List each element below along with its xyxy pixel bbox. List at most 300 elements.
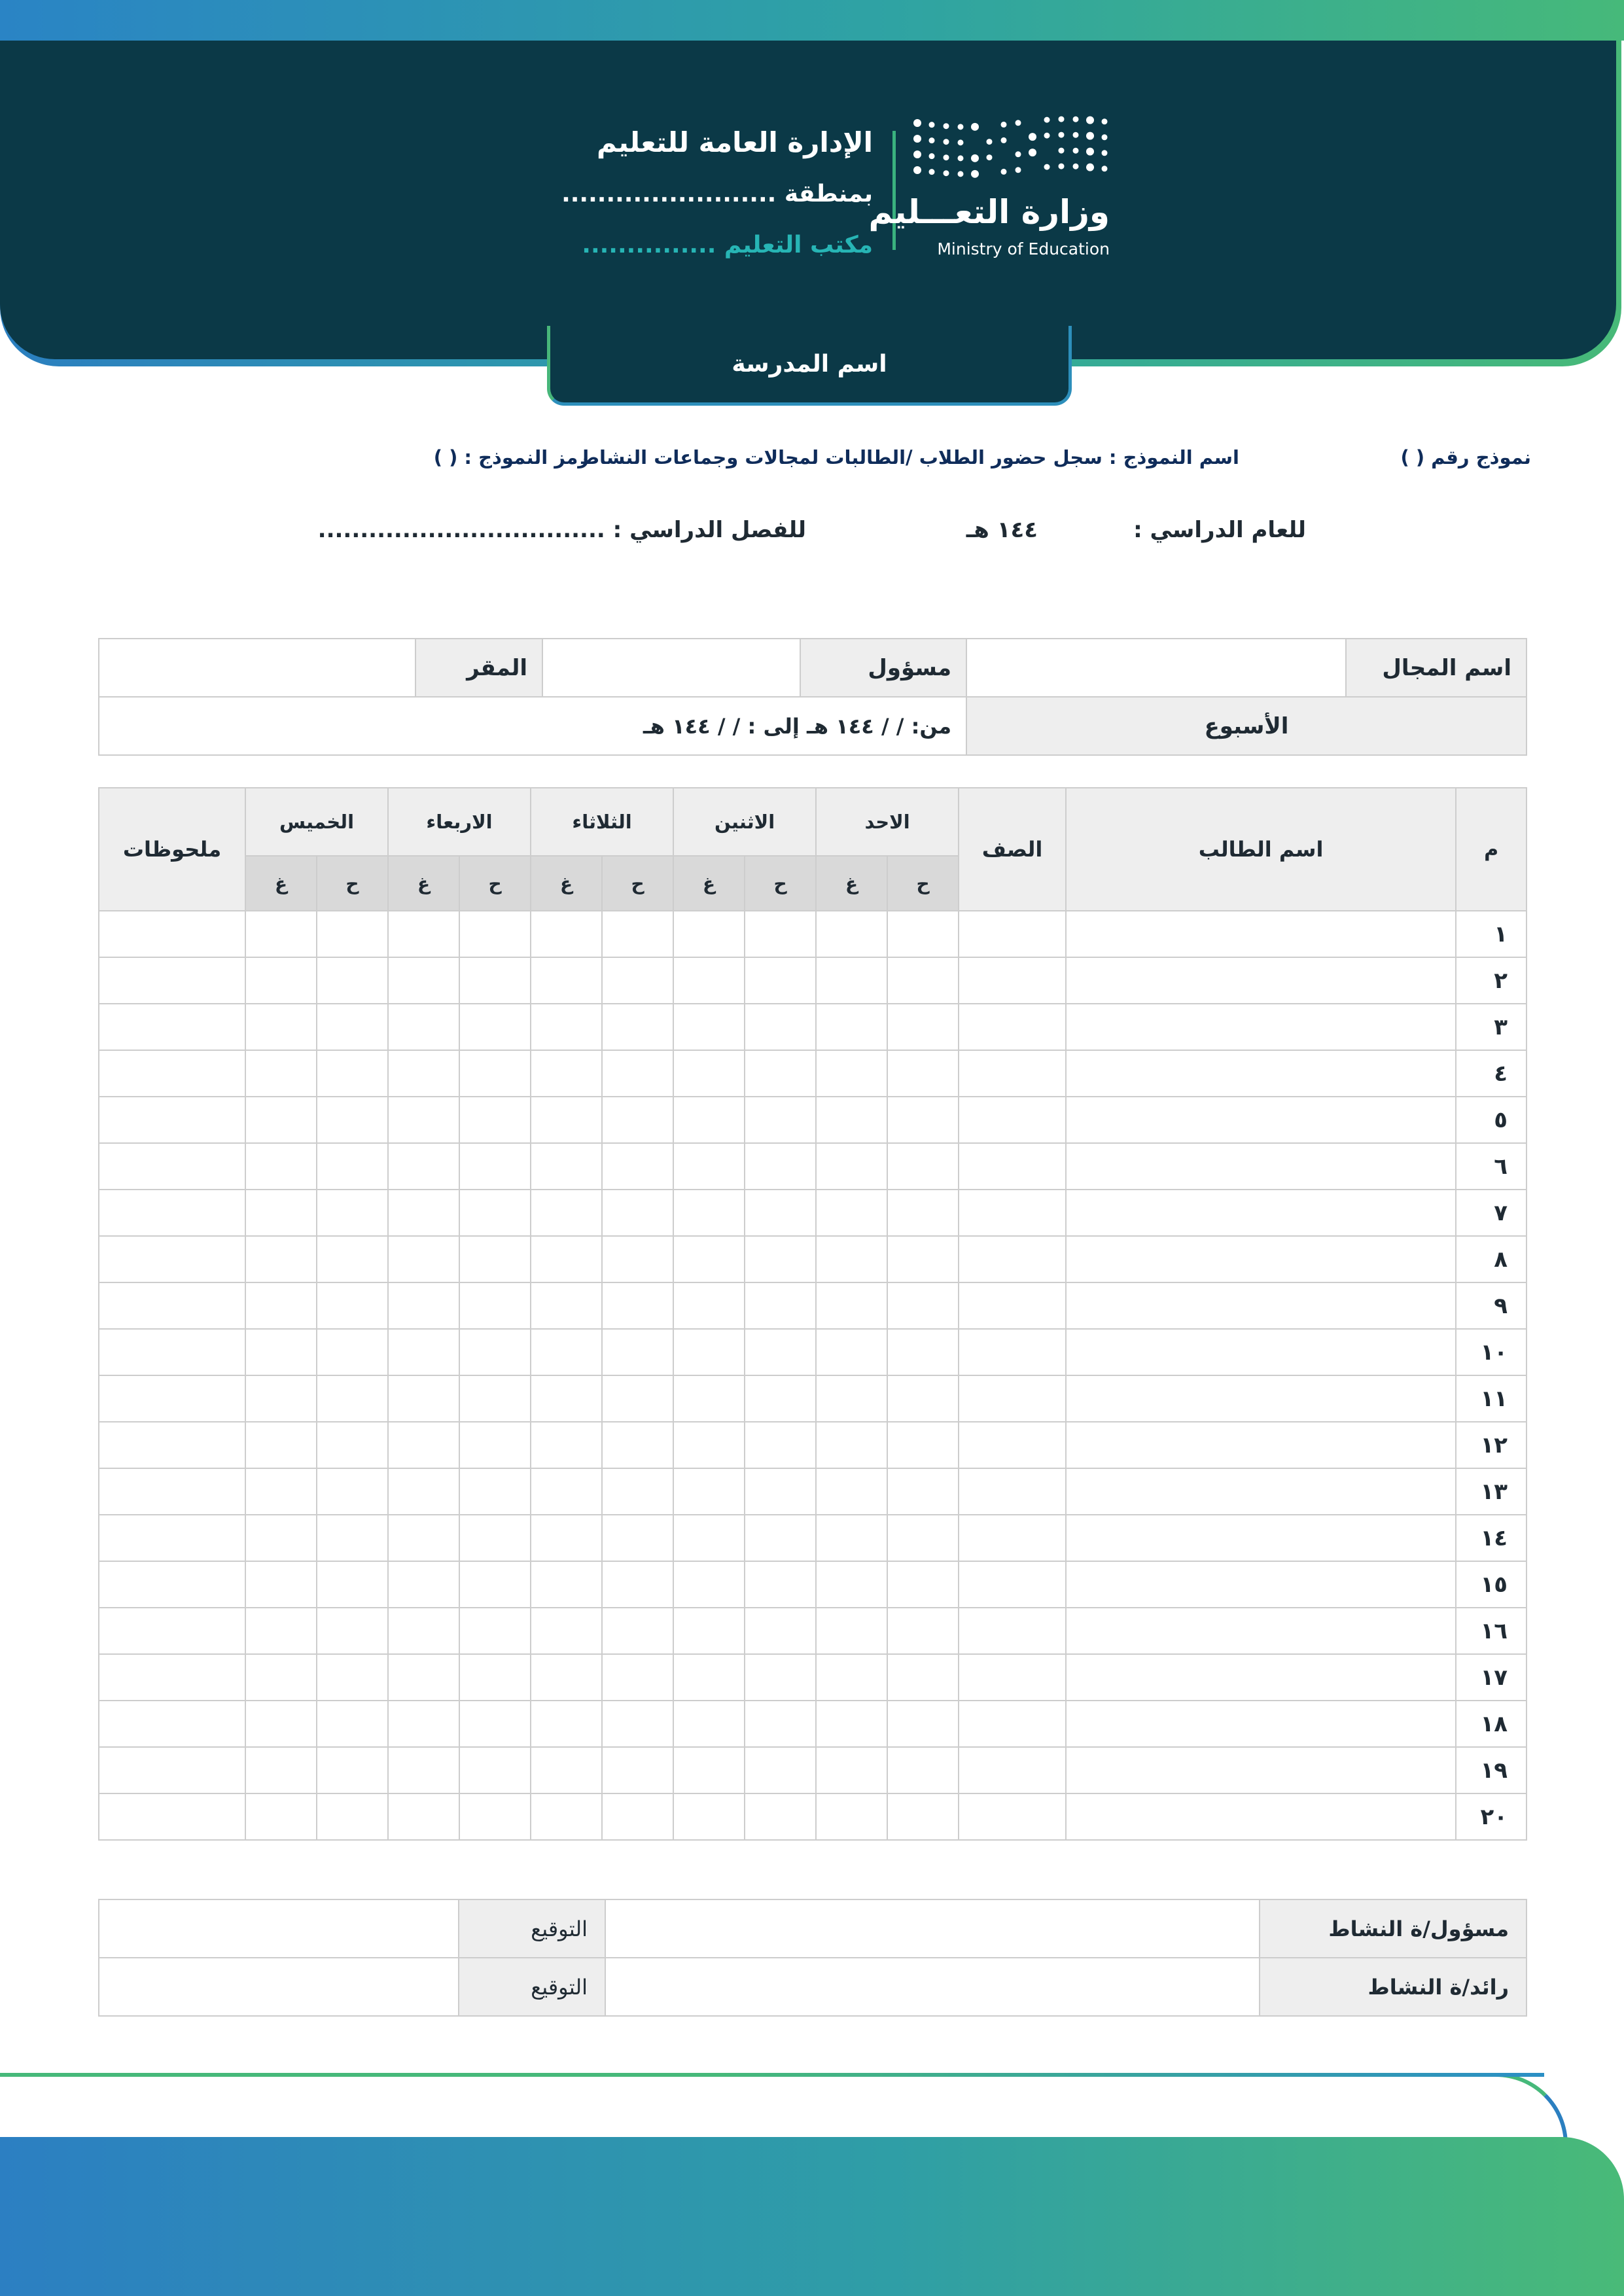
class-cell[interactable]	[959, 1468, 1066, 1515]
attendance-cell[interactable]	[245, 1793, 317, 1840]
attendance-cell[interactable]	[388, 1422, 459, 1468]
class-cell[interactable]	[959, 1515, 1066, 1561]
attendance-cell[interactable]	[531, 1561, 602, 1608]
attendance-cell[interactable]	[459, 1515, 531, 1561]
row-number: ١٨	[1456, 1701, 1527, 1747]
notes-cell[interactable]	[99, 1375, 245, 1422]
school-name-tab	[547, 326, 1072, 406]
attendance-cell[interactable]	[459, 1282, 531, 1329]
logo-dot	[1073, 148, 1079, 154]
attendance-cell[interactable]	[459, 1468, 531, 1515]
attendance-cell[interactable]	[388, 1004, 459, 1050]
attendance-cell[interactable]	[459, 1004, 531, 1050]
notes-cell[interactable]	[99, 1793, 245, 1840]
class-cell[interactable]	[959, 1747, 1066, 1793]
attendance-cell[interactable]	[531, 1422, 602, 1468]
attendance-cell[interactable]	[745, 1329, 816, 1375]
attendance-cell[interactable]	[317, 1515, 388, 1561]
notes-cell[interactable]	[99, 911, 245, 957]
attendance-cell[interactable]	[745, 1282, 816, 1329]
attendance-cell[interactable]	[531, 1747, 602, 1793]
attendance-cell[interactable]	[673, 957, 745, 1004]
notes-cell[interactable]	[99, 1468, 245, 1515]
row-number: ٨	[1456, 1236, 1527, 1282]
attendance-cell[interactable]	[673, 1608, 745, 1654]
attendance-cell[interactable]	[317, 1468, 388, 1515]
attendance-cell[interactable]	[317, 1375, 388, 1422]
attendance-cell[interactable]	[887, 1004, 959, 1050]
attendance-cell[interactable]	[673, 911, 745, 957]
row-number: ١٦	[1456, 1608, 1527, 1654]
attendance-cell[interactable]	[459, 1422, 531, 1468]
table-row	[99, 1282, 1527, 1329]
logo-dot	[958, 139, 964, 145]
notes-cell[interactable]	[99, 1329, 245, 1375]
logo-dot	[1059, 116, 1065, 122]
attendance-cell[interactable]	[673, 1329, 745, 1375]
domain-name-field[interactable]	[966, 639, 1346, 697]
attendance-cell[interactable]	[531, 957, 602, 1004]
attendance-cell[interactable]	[887, 1097, 959, 1143]
attendance-cell[interactable]	[317, 1236, 388, 1282]
attendance-cell[interactable]	[317, 1282, 388, 1329]
location-label: المقر	[415, 639, 542, 697]
attendance-cell[interactable]	[388, 1654, 459, 1701]
attendance-cell[interactable]	[388, 1050, 459, 1097]
attendance-cell[interactable]	[388, 1747, 459, 1793]
class-cell[interactable]	[959, 1190, 1066, 1236]
row-number: ٧	[1456, 1190, 1527, 1236]
notes-cell[interactable]	[99, 1143, 245, 1190]
attendance-cell[interactable]	[816, 1515, 887, 1561]
attendance-cell[interactable]	[459, 1654, 531, 1701]
class-cell[interactable]	[959, 1097, 1066, 1143]
attendance-cell[interactable]	[887, 1143, 959, 1190]
attendance-cell[interactable]	[388, 957, 459, 1004]
attendance-cell[interactable]	[459, 957, 531, 1004]
attendance-cell[interactable]	[673, 1468, 745, 1515]
attendance-cell[interactable]	[887, 1190, 959, 1236]
class-cell[interactable]	[959, 1654, 1066, 1701]
attendance-cell[interactable]	[602, 1561, 673, 1608]
class-cell[interactable]	[959, 1375, 1066, 1422]
class-cell[interactable]	[959, 1050, 1066, 1097]
present-subheader: ح	[602, 856, 673, 911]
attendance-cell[interactable]	[317, 1050, 388, 1097]
attendance-cell[interactable]	[673, 1143, 745, 1190]
attendance-cell[interactable]	[745, 1190, 816, 1236]
attendance-cell[interactable]	[745, 1050, 816, 1097]
class-cell[interactable]	[959, 1701, 1066, 1747]
attendance-cell[interactable]	[245, 1375, 317, 1422]
attendance-cell[interactable]	[673, 1561, 745, 1608]
student-name-cell[interactable]	[1066, 1515, 1456, 1561]
attendance-cell[interactable]	[816, 1793, 887, 1840]
attendance-cell[interactable]	[602, 1236, 673, 1282]
notes-cell[interactable]	[99, 1004, 245, 1050]
student-name-cell[interactable]	[1066, 1143, 1456, 1190]
attendance-cell[interactable]	[602, 1793, 673, 1840]
attendance-cell[interactable]	[602, 1747, 673, 1793]
attendance-cell[interactable]	[245, 1747, 317, 1793]
domain-info-table	[98, 638, 1527, 756]
attendance-cell[interactable]	[816, 957, 887, 1004]
student-name-cell[interactable]	[1066, 911, 1456, 957]
attendance-cell[interactable]	[531, 1329, 602, 1375]
attendance-cell[interactable]	[317, 1097, 388, 1143]
attendance-cell[interactable]	[459, 1608, 531, 1654]
attendance-cell[interactable]	[602, 1190, 673, 1236]
attendance-cell[interactable]	[531, 1190, 602, 1236]
class-cell[interactable]	[959, 957, 1066, 1004]
attendance-cell[interactable]	[887, 1468, 959, 1515]
student-name-cell[interactable]	[1066, 1097, 1456, 1143]
attendance-cell[interactable]	[388, 1793, 459, 1840]
attendance-cell[interactable]	[245, 1143, 317, 1190]
attendance-cell[interactable]	[602, 1143, 673, 1190]
attendance-cell[interactable]	[816, 911, 887, 957]
class-cell[interactable]	[959, 1793, 1066, 1840]
attendance-cell[interactable]	[531, 911, 602, 957]
attendance-cell[interactable]	[245, 1654, 317, 1701]
absent-subheader: غ	[388, 856, 459, 911]
attendance-cell[interactable]	[602, 1004, 673, 1050]
logo-dot	[987, 154, 993, 160]
class-cell[interactable]	[959, 1561, 1066, 1608]
attendance-cell[interactable]	[459, 1143, 531, 1190]
attendance-cell[interactable]	[602, 1422, 673, 1468]
attendance-cell[interactable]	[317, 911, 388, 957]
attendance-cell[interactable]	[602, 1468, 673, 1515]
attendance-cell[interactable]	[459, 1701, 531, 1747]
attendance-cell[interactable]	[673, 1050, 745, 1097]
attendance-cell[interactable]	[745, 1004, 816, 1050]
attendance-cell[interactable]	[745, 1422, 816, 1468]
student-name-cell[interactable]	[1066, 1561, 1456, 1608]
attendance-cell[interactable]	[602, 1654, 673, 1701]
attendance-cell[interactable]	[673, 1282, 745, 1329]
attendance-cell[interactable]	[459, 1793, 531, 1840]
attendance-cell[interactable]	[531, 1236, 602, 1282]
student-name-cell[interactable]	[1066, 1329, 1456, 1375]
class-cell[interactable]	[959, 1236, 1066, 1282]
attendance-cell[interactable]	[887, 1747, 959, 1793]
attendance-cell[interactable]	[887, 911, 959, 957]
attendance-cell[interactable]	[602, 1608, 673, 1654]
attendance-cell[interactable]	[388, 1282, 459, 1329]
attendance-cell[interactable]	[816, 1747, 887, 1793]
attendance-cell[interactable]	[317, 1329, 388, 1375]
attendance-cell[interactable]	[745, 911, 816, 957]
attendance-cell[interactable]	[887, 1329, 959, 1375]
student-name-cell[interactable]	[1066, 1050, 1456, 1097]
row-number: ٤	[1456, 1050, 1527, 1097]
attendance-cell[interactable]	[887, 957, 959, 1004]
notes-cell[interactable]	[99, 1050, 245, 1097]
attendance-cell[interactable]	[602, 957, 673, 1004]
attendance-cell[interactable]	[531, 1004, 602, 1050]
attendance-cell[interactable]	[531, 1608, 602, 1654]
attendance-cell[interactable]	[531, 1515, 602, 1561]
table-row	[99, 1561, 1527, 1608]
attendance-cell[interactable]	[388, 911, 459, 957]
logo-dot	[1059, 164, 1065, 169]
attendance-cell[interactable]	[531, 1143, 602, 1190]
academic-year-value: ١٤٤ هـ	[966, 517, 1038, 543]
attendance-cell[interactable]	[745, 1097, 816, 1143]
attendance-cell[interactable]	[459, 1747, 531, 1793]
attendance-cell[interactable]	[245, 1329, 317, 1375]
attendance-cell[interactable]	[317, 1561, 388, 1608]
attendance-cell[interactable]	[673, 1515, 745, 1561]
attendance-cell[interactable]	[745, 1375, 816, 1422]
col-number-header: م	[1456, 788, 1527, 911]
notes-cell[interactable]	[99, 1190, 245, 1236]
attendance-cell[interactable]	[245, 1701, 317, 1747]
activity-leader-signature-field[interactable]	[99, 1958, 459, 2016]
notes-cell[interactable]	[99, 1282, 245, 1329]
attendance-cell[interactable]	[673, 1375, 745, 1422]
attendance-cell[interactable]	[317, 1747, 388, 1793]
attendance-cell[interactable]	[602, 1282, 673, 1329]
attendance-cell[interactable]	[388, 1608, 459, 1654]
attendance-cell[interactable]	[388, 1329, 459, 1375]
activity-responsible-name-field[interactable]	[605, 1899, 1260, 1958]
attendance-cell[interactable]	[602, 1329, 673, 1375]
table-row	[99, 1468, 1527, 1515]
class-cell[interactable]	[959, 1329, 1066, 1375]
attendance-cell[interactable]	[317, 1654, 388, 1701]
week-dates-field[interactable]: من: / / ١٤٤ هـ إلى : / / ١٤٤ هـ	[99, 697, 966, 755]
attendance-cell[interactable]	[816, 1422, 887, 1468]
attendance-cell[interactable]	[245, 1468, 317, 1515]
student-name-cell[interactable]	[1066, 1608, 1456, 1654]
attendance-cell[interactable]	[887, 1561, 959, 1608]
attendance-cell[interactable]	[673, 1701, 745, 1747]
student-name-cell[interactable]	[1066, 1654, 1456, 1701]
location-field[interactable]	[99, 639, 415, 697]
present-subheader: ح	[459, 856, 531, 911]
student-name-cell[interactable]	[1066, 1190, 1456, 1236]
attendance-cell[interactable]	[459, 1190, 531, 1236]
notes-cell[interactable]	[99, 1654, 245, 1701]
attendance-cell[interactable]	[602, 911, 673, 957]
student-name-cell[interactable]	[1066, 957, 1456, 1004]
attendance-cell[interactable]	[317, 957, 388, 1004]
attendance-cell[interactable]	[317, 1190, 388, 1236]
attendance-cell[interactable]	[317, 1608, 388, 1654]
attendance-cell[interactable]	[816, 1143, 887, 1190]
notes-cell[interactable]	[99, 1097, 245, 1143]
attendance-cell[interactable]	[745, 1143, 816, 1190]
attendance-cell[interactable]	[317, 1793, 388, 1840]
notes-cell[interactable]	[99, 1236, 245, 1282]
attendance-cell[interactable]	[745, 1747, 816, 1793]
attendance-cell[interactable]	[745, 957, 816, 1004]
present-subheader: ح	[745, 856, 816, 911]
attendance-cell[interactable]	[745, 1515, 816, 1561]
domain-name-label: اسم المجال	[1346, 639, 1527, 697]
attendance-cell[interactable]	[816, 1190, 887, 1236]
attendance-cell[interactable]	[745, 1608, 816, 1654]
attendance-cell[interactable]	[816, 1004, 887, 1050]
attendance-cell[interactable]	[745, 1236, 816, 1282]
attendance-cell[interactable]	[673, 1236, 745, 1282]
attendance-cell[interactable]	[459, 1329, 531, 1375]
attendance-cell[interactable]	[245, 1515, 317, 1561]
attendance-cell[interactable]	[531, 1375, 602, 1422]
attendance-cell[interactable]	[887, 1282, 959, 1329]
student-name-cell[interactable]	[1066, 1375, 1456, 1422]
attendance-cell[interactable]	[887, 1422, 959, 1468]
attendance-cell[interactable]	[245, 1608, 317, 1654]
responsible-field[interactable]	[542, 639, 800, 697]
class-cell[interactable]	[959, 1608, 1066, 1654]
attendance-cell[interactable]	[245, 911, 317, 957]
notes-cell[interactable]	[99, 957, 245, 1004]
attendance-cell[interactable]	[816, 1050, 887, 1097]
logo-dot	[1029, 133, 1036, 141]
attendance-cell[interactable]	[602, 1097, 673, 1143]
attendance-cell[interactable]	[245, 1236, 317, 1282]
attendance-cell[interactable]	[317, 1422, 388, 1468]
attendance-cell[interactable]	[459, 911, 531, 957]
attendance-cell[interactable]	[459, 1097, 531, 1143]
attendance-cell[interactable]	[459, 1375, 531, 1422]
class-cell[interactable]	[959, 1282, 1066, 1329]
attendance-cell[interactable]	[388, 1143, 459, 1190]
attendance-cell[interactable]	[245, 1422, 317, 1468]
attendance-cell[interactable]	[388, 1701, 459, 1747]
row-number: ١٠	[1456, 1329, 1527, 1375]
attendance-cell[interactable]	[245, 1004, 317, 1050]
attendance-cell[interactable]	[673, 1004, 745, 1050]
attendance-cell[interactable]	[816, 1097, 887, 1143]
attendance-cell[interactable]	[816, 1608, 887, 1654]
attendance-cell[interactable]	[459, 1236, 531, 1282]
attendance-cell[interactable]	[388, 1375, 459, 1422]
attendance-cell[interactable]	[887, 1608, 959, 1654]
student-name-cell[interactable]	[1066, 1236, 1456, 1282]
student-name-cell[interactable]	[1066, 1701, 1456, 1747]
row-number: ٦	[1456, 1143, 1527, 1190]
form-number: نموذج رقم ( )	[1400, 446, 1531, 468]
attendance-cell[interactable]	[745, 1701, 816, 1747]
attendance-cell[interactable]	[816, 1701, 887, 1747]
class-cell[interactable]	[959, 911, 1066, 957]
attendance-cell[interactable]	[745, 1654, 816, 1701]
attendance-cell[interactable]	[245, 957, 317, 1004]
attendance-cell[interactable]	[816, 1375, 887, 1422]
notes-cell[interactable]	[99, 1515, 245, 1561]
attendance-cell[interactable]	[317, 1004, 388, 1050]
attendance-cell[interactable]	[887, 1515, 959, 1561]
signature-table	[98, 1899, 1527, 2017]
attendance-cell[interactable]	[388, 1190, 459, 1236]
attendance-cell[interactable]	[816, 1654, 887, 1701]
notes-cell[interactable]	[99, 1701, 245, 1747]
attendance-cell[interactable]	[531, 1793, 602, 1840]
attendance-cell[interactable]	[317, 1143, 388, 1190]
attendance-cell[interactable]	[887, 1236, 959, 1282]
logo-dot	[913, 135, 921, 143]
attendance-cell[interactable]	[745, 1561, 816, 1608]
activity-leader-name-field[interactable]	[605, 1958, 1260, 2016]
attendance-cell[interactable]	[602, 1701, 673, 1747]
attendance-cell[interactable]	[245, 1561, 317, 1608]
attendance-cell[interactable]	[887, 1375, 959, 1422]
attendance-cell[interactable]	[745, 1793, 816, 1840]
attendance-cell[interactable]	[245, 1050, 317, 1097]
attendance-cell[interactable]	[245, 1282, 317, 1329]
attendance-cell[interactable]	[317, 1701, 388, 1747]
student-name-cell[interactable]	[1066, 1422, 1456, 1468]
attendance-cell[interactable]	[887, 1701, 959, 1747]
attendance-cell[interactable]	[388, 1515, 459, 1561]
attendance-cell[interactable]	[602, 1375, 673, 1422]
attendance-cell[interactable]	[602, 1050, 673, 1097]
attendance-cell[interactable]	[602, 1515, 673, 1561]
attendance-cell[interactable]	[531, 1050, 602, 1097]
attendance-cell[interactable]	[245, 1190, 317, 1236]
attendance-cell[interactable]	[531, 1097, 602, 1143]
class-cell[interactable]	[959, 1143, 1066, 1190]
attendance-cell[interactable]	[459, 1561, 531, 1608]
student-name-cell[interactable]	[1066, 1793, 1456, 1840]
attendance-cell[interactable]	[531, 1701, 602, 1747]
attendance-cell[interactable]	[673, 1747, 745, 1793]
attendance-cell[interactable]	[673, 1422, 745, 1468]
activity-responsible-signature-field[interactable]	[99, 1899, 459, 1958]
class-cell[interactable]	[959, 1004, 1066, 1050]
notes-cell[interactable]	[99, 1608, 245, 1654]
attendance-cell[interactable]	[673, 1793, 745, 1840]
attendance-cell[interactable]	[745, 1468, 816, 1515]
attendance-cell[interactable]	[531, 1468, 602, 1515]
attendance-cell[interactable]	[816, 1236, 887, 1282]
attendance-cell[interactable]	[531, 1654, 602, 1701]
row-number: ١٢	[1456, 1422, 1527, 1468]
attendance-cell[interactable]	[816, 1282, 887, 1329]
notes-cell[interactable]	[99, 1561, 245, 1608]
student-name-cell[interactable]	[1066, 1004, 1456, 1050]
student-name-cell[interactable]	[1066, 1282, 1456, 1329]
attendance-cell[interactable]	[887, 1654, 959, 1701]
form-name: اسم النموذج : سجل حضور الطلاب /الطالبات لمجالات وجماعات النشاط	[579, 446, 1239, 468]
notes-cell[interactable]	[99, 1747, 245, 1793]
attendance-cell[interactable]	[459, 1050, 531, 1097]
attendance-cell[interactable]	[816, 1561, 887, 1608]
attendance-cell[interactable]	[388, 1468, 459, 1515]
attendance-cell[interactable]	[816, 1329, 887, 1375]
attendance-cell[interactable]	[887, 1793, 959, 1840]
notes-cell[interactable]	[99, 1422, 245, 1468]
attendance-cell[interactable]	[531, 1282, 602, 1329]
attendance-cell[interactable]	[816, 1468, 887, 1515]
student-name-cell[interactable]	[1066, 1747, 1456, 1793]
attendance-cell[interactable]	[388, 1097, 459, 1143]
attendance-cell[interactable]	[673, 1190, 745, 1236]
attendance-cell[interactable]	[388, 1236, 459, 1282]
attendance-cell[interactable]	[388, 1561, 459, 1608]
col-student-header: اسم الطالب	[1066, 788, 1456, 911]
attendance-cell[interactable]	[673, 1097, 745, 1143]
class-cell[interactable]	[959, 1422, 1066, 1468]
attendance-cell[interactable]	[673, 1654, 745, 1701]
attendance-cell[interactable]	[245, 1097, 317, 1143]
student-name-cell[interactable]	[1066, 1468, 1456, 1515]
attendance-cell[interactable]	[887, 1050, 959, 1097]
